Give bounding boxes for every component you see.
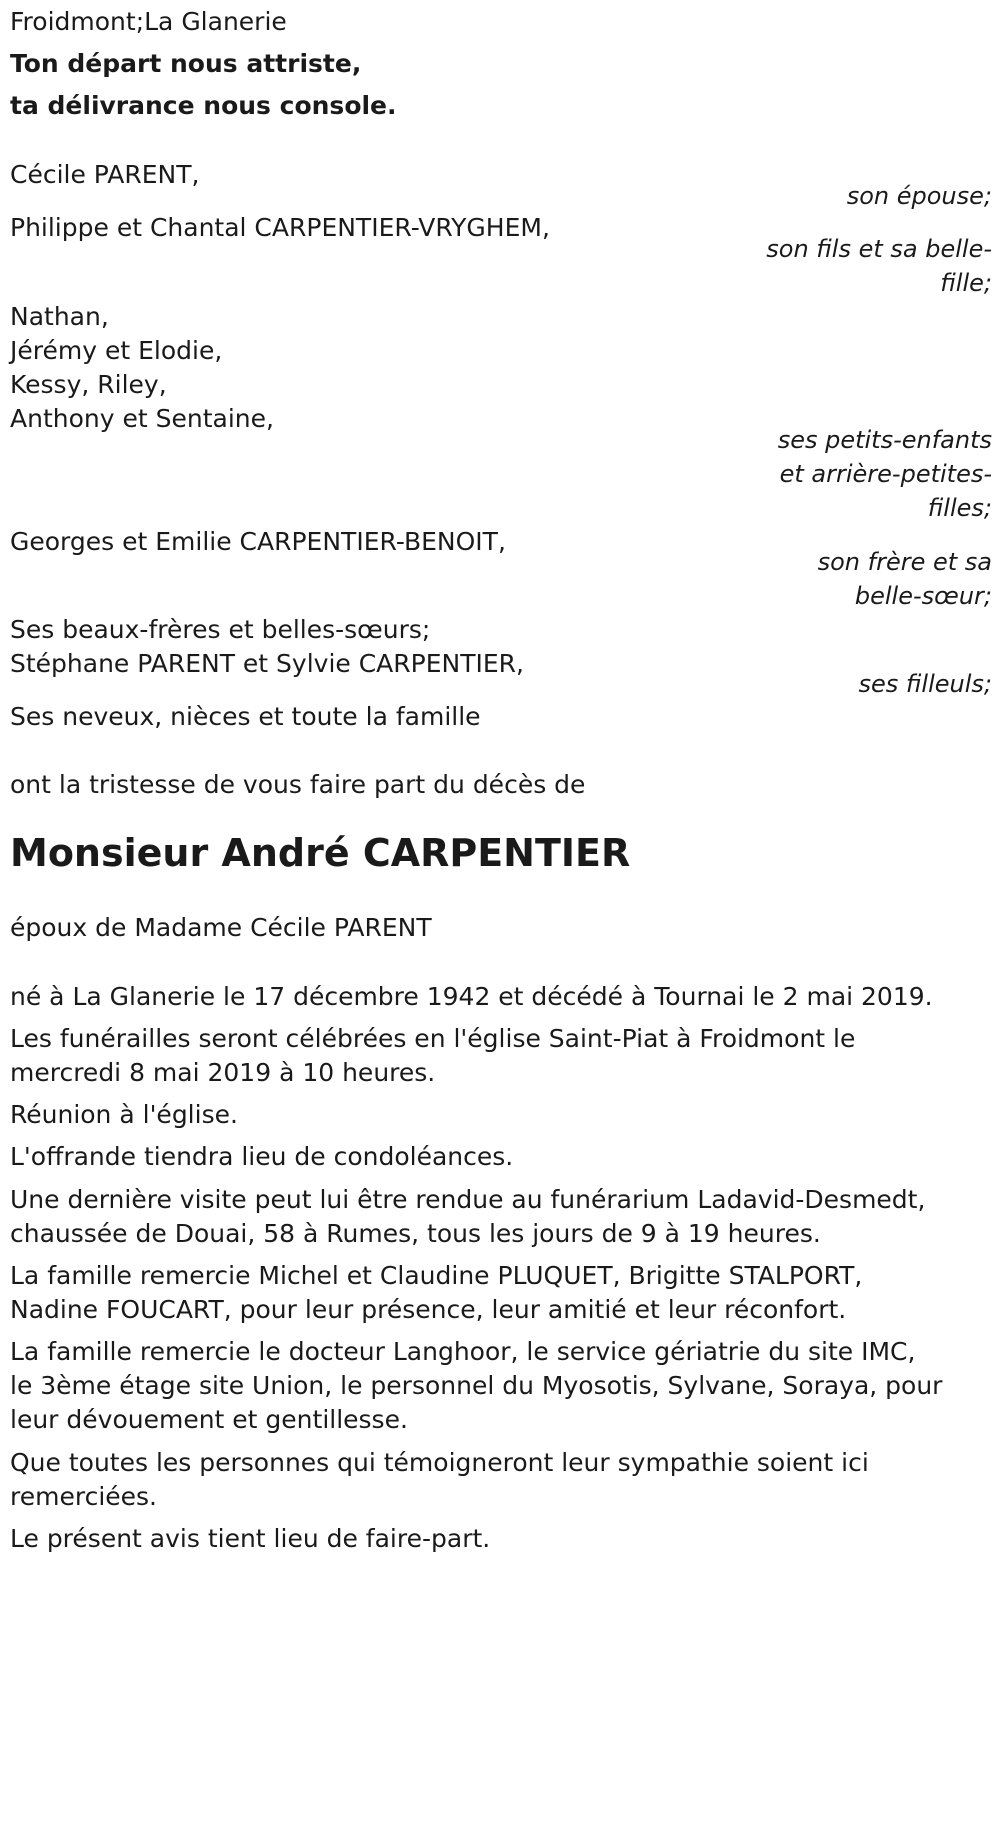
spouse-of-line: époux de Madame Cécile PARENT [10,913,432,942]
spouse-relation: son épouse; [846,182,992,210]
birth-death-line: né à La Glanerie le 17 décembre 1942 et décédé à Tournai le 2 mai 2019. [10,982,933,1011]
meeting-line: Réunion à l'église. [10,1100,238,1129]
grandchildren-relation-line-2: et arrière-petites- [779,460,992,488]
brother-names: Georges et Emilie CARPENTIER-BENOIT, [10,527,506,556]
grandchildren-relation-line-3: filles; [927,494,992,522]
offering-line: L'offrande tiendra lieu de condoléances. [10,1142,514,1171]
grandchildren-relation-line-1: ses petits-enfants [777,426,992,454]
verse-line-1: Ton départ nous attriste, [10,49,362,78]
brother-relation-line-1: son frère et sa [817,548,992,576]
deceased-name: Monsieur André CARPENTIER [10,831,631,875]
visit-line-1: Une dernière visite peut lui être rendue au funérarium Ladavid-Desmedt, [10,1185,926,1214]
visit-line-2: chaussée de Douai, 58 à Rumes, tous les jours de 9 à 19 heures. [10,1219,821,1248]
location-line: Froidmont;La Glanerie [10,7,287,36]
funeral-line-1: Les funérailles seront célébrées en l'église Saint-Piat à Froidmont le [10,1024,856,1053]
thanks1-line-1: La famille remercie Michel et Claudine PLUQUET, Brigitte STALPORT, [10,1261,863,1290]
extended-family-line: Ses neveux, nièces et toute la famille [10,702,481,731]
son-relation-line-1: son fils et sa belle- [766,235,992,263]
thanks2-line-3: leur dévouement et gentillesse. [10,1405,408,1434]
thanks2-line-1: La famille remercie le docteur Langhoor, le service gériatrie du site IMC, [10,1337,916,1366]
grandchild-line: Kessy, Riley, [10,370,167,399]
funeral-line-2: mercredi 8 mai 2019 à 10 heures. [10,1058,436,1087]
brother-relation-line-2: belle-sœur; [854,582,992,610]
verse-line-2: ta délivrance nous console. [10,91,397,120]
thanks2-line-2: le 3ème étage site Union, le personnel du Myosotis, Sylvane, Soraya, pour [10,1371,943,1400]
thanks3-line-1: Que toutes les personnes qui témoigneront leur sympathie soient ici [10,1448,869,1477]
son-names: Philippe et Chantal CARPENTIER-VRYGHEM, [10,213,550,242]
spouse-name: Cécile PARENT, [10,160,200,189]
godchildren-names: Stéphane PARENT et Sylvie CARPENTIER, [10,649,524,678]
closing-line: Le présent avis tient lieu de faire-part. [10,1524,491,1553]
thanks1-line-2: Nadine FOUCART, pour leur présence, leur amitié et leur réconfort. [10,1295,847,1324]
son-relation-line-2: fille; [940,269,992,297]
grandchild-line: Anthony et Sentaine, [10,404,274,433]
godchildren-relation: ses filleuls; [858,670,992,698]
grandchild-line: Jérémy et Elodie, [10,336,223,365]
thanks3-line-2: remerciées. [10,1482,157,1511]
grandchild-line: Nathan, [10,302,109,331]
announcement-intro: ont la tristesse de vous faire part du décès de [10,770,586,799]
in-laws-line: Ses beaux-frères et belles-sœurs; [10,615,431,644]
